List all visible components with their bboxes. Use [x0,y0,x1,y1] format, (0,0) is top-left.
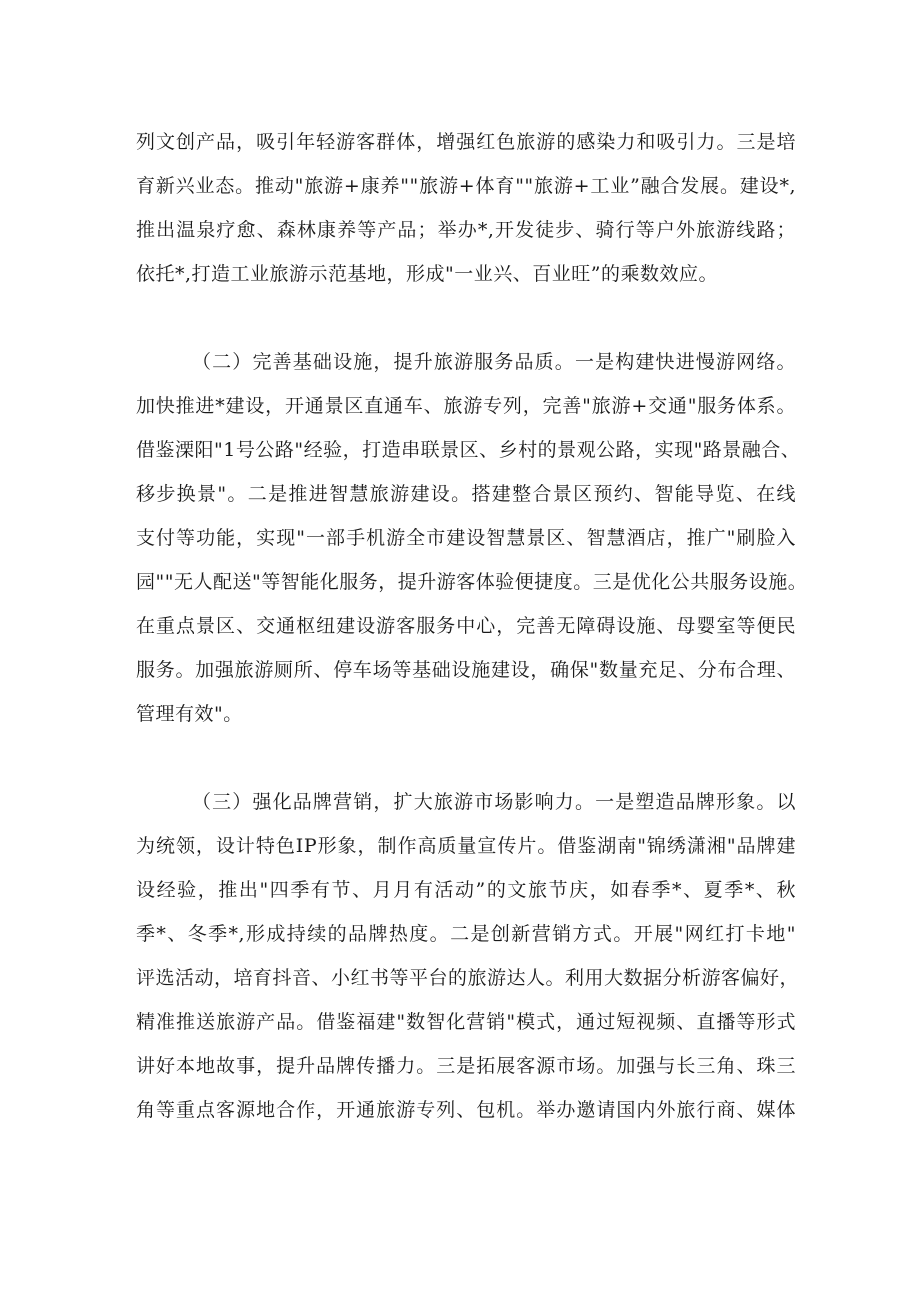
text-line: 依托*,打造工业旅游示范基地，形成"一业兴、百业旺”的乘数效应。 [136,263,718,285]
section-heading-line: （三）强化品牌营销，扩大旅游市场影响力。一是塑造品牌形象。以 [192,791,796,813]
text-line: 季*、冬季*,形成持续的品牌热度。二是创新营销方式。开展"网红打卡地" [136,923,796,945]
text-line: 推出温泉疗愈、森林康养等产品；举办*,开发徒步、骑行等户外旅游线路； [136,219,796,241]
text-line: 加快推进*建设，开通景区直通车、旅游专列，完善"旅游+交通"服务体系。 [136,395,796,417]
text-line: 设经验，推出"四季有节、月月有活动”的文旅节庆，如春季*、夏季*、秋 [136,879,796,901]
text-line: 支付等功能，实现"一部手机游全市建设智慧景区、智慧酒店，推广"刷脸入 [136,527,796,549]
paragraph-3 [136,780,800,1132]
paragraph-1 [136,120,796,296]
text-line: 为统领，设计特色IP形象，制作高质量宣传片。借鉴湖南"锦绣潇湘"品牌建 [136,835,796,857]
paragraph-2 [136,340,808,736]
text-line: 在重点景区、交通枢纽建设游客服务中心，完善无障碍设施、母婴室等便民 [136,615,796,637]
text-line: 讲好本地故事，提升品牌传播力。三是拓展客源市场。加强与长三角、珠三 [136,1055,796,1077]
section-heading-line: （二）完善基础设施，提升旅游服务品质。一是构建快进慢游网络。 [192,351,796,373]
text-line: 移步换景"。二是推进智慧旅游建设。搭建整合景区预约、智能导览、在线 [136,483,796,505]
text-line: 精准推送旅游产品。借鉴福建"数智化营销"模式，通过短视频、直播等形式 [136,1011,796,1033]
text-line: 园""无人配送"等智能化服务，提升游客体验便捷度。三是优化公共服务设施。 [136,571,808,593]
text-line: 列文创产品，吸引年轻游客群体，增强红色旅游的感染力和吸引力。三是培 [136,131,796,153]
text-line: 管理有效"。 [136,703,243,725]
text-line: 育新兴业态。推动"旅游+康养""旅游+体育""旅游+工业”融合发展。建设*, [136,175,796,197]
text-line: 借鉴溧阳"1号公路"经验，打造串联景区、乡村的景观公路，实现"路景融合、 [136,439,801,461]
text-line: 服务。加强旅游厕所、停车场等基础设施建设，确保"数量充足、分布合理、 [136,659,796,681]
text-line: 角等重点客源地合作，开通旅游专列、包机。举办邀请国内外旅行商、媒体 [136,1099,796,1121]
text-line: 评选活动，培育抖音、小红书等平台的旅游达人。利用大数据分析游客偏好， [136,967,800,989]
